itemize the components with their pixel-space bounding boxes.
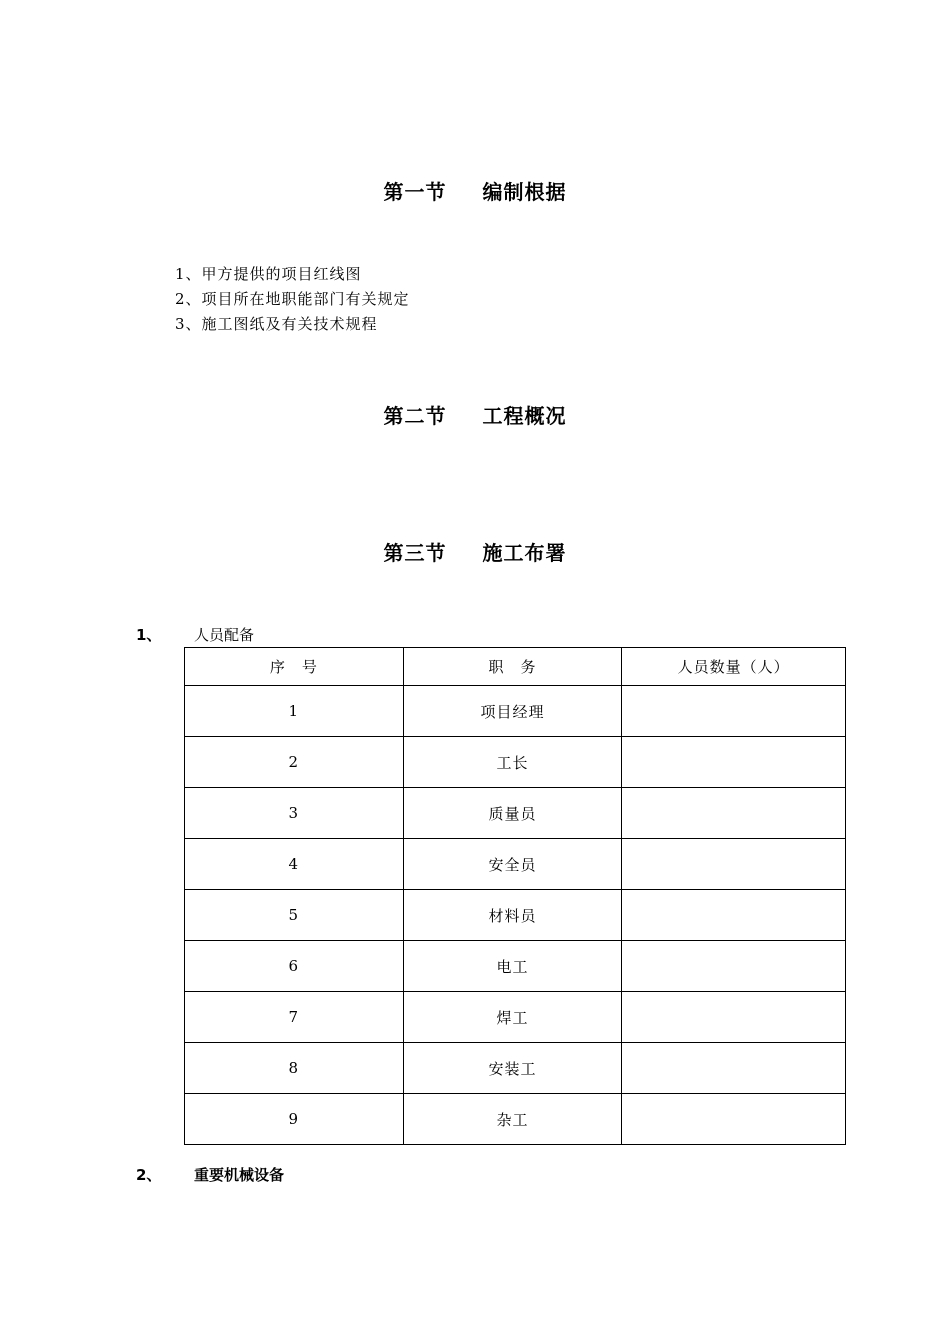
cell-role: 材料员 [403,890,622,941]
section-heading-3 [0,537,950,566]
table-row [185,1094,846,1145]
section-heading-1 [0,176,950,205]
table-row [185,788,846,839]
cell-number: 7 [185,992,404,1043]
cell-count [622,992,846,1043]
cell-role: 焊工 [403,992,622,1043]
equipment-heading [136,1164,284,1185]
table-row [185,686,846,737]
cell-count [622,686,846,737]
cell-number: 9 [185,1094,404,1145]
table-row [185,992,846,1043]
table-row [185,839,846,890]
cell-number: 6 [185,941,404,992]
cell-count [622,788,846,839]
cell-count [622,1043,846,1094]
basis-item: 3、施工图纸及有关技术规程 [175,315,378,333]
cell-number: 2 [185,737,404,788]
table-row [185,941,846,992]
cell-role: 质量员 [403,788,622,839]
staffing-heading [136,624,254,645]
equipment-title: 重要机械设备 [194,1166,285,1184]
basis-item: 1、甲方提供的项目红线图 [175,265,362,283]
table-row [185,1043,846,1094]
section-title: 施工布署 [482,541,567,565]
table-row [185,737,846,788]
column-header-count: 人员数量（人） [622,648,846,686]
staffing-table [184,647,846,1145]
section-title: 编制根据 [482,180,567,204]
cell-count [622,941,846,992]
cell-number: 3 [185,788,404,839]
cell-role: 工长 [403,737,622,788]
cell-role: 杂工 [403,1094,622,1145]
cell-count [622,1094,846,1145]
cell-role: 安装工 [403,1043,622,1094]
cell-number: 4 [185,839,404,890]
table-header-row [185,648,846,686]
cell-number: 1 [185,686,404,737]
basis-item: 2、项目所在地职能部门有关规定 [175,290,410,308]
cell-number: 5 [185,890,404,941]
column-header-role: 职 务 [403,648,622,686]
cell-count [622,839,846,890]
staffing-title: 人员配备 [194,626,255,644]
section-number: 第二节 [383,404,447,428]
section-number: 第三节 [383,541,447,565]
table-row [185,890,846,941]
cell-role: 项目经理 [403,686,622,737]
cell-count [622,890,846,941]
cell-role: 电工 [403,941,622,992]
cell-count [622,737,846,788]
section-title: 工程概况 [482,404,567,428]
staffing-index: 1、 [136,626,162,644]
section-heading-2 [0,400,950,429]
column-header-number: 序 号 [185,648,404,686]
section-number: 第一节 [383,180,447,204]
cell-number: 8 [185,1043,404,1094]
cell-role: 安全员 [403,839,622,890]
basis-list [175,262,410,337]
equipment-index: 2、 [136,1166,162,1184]
